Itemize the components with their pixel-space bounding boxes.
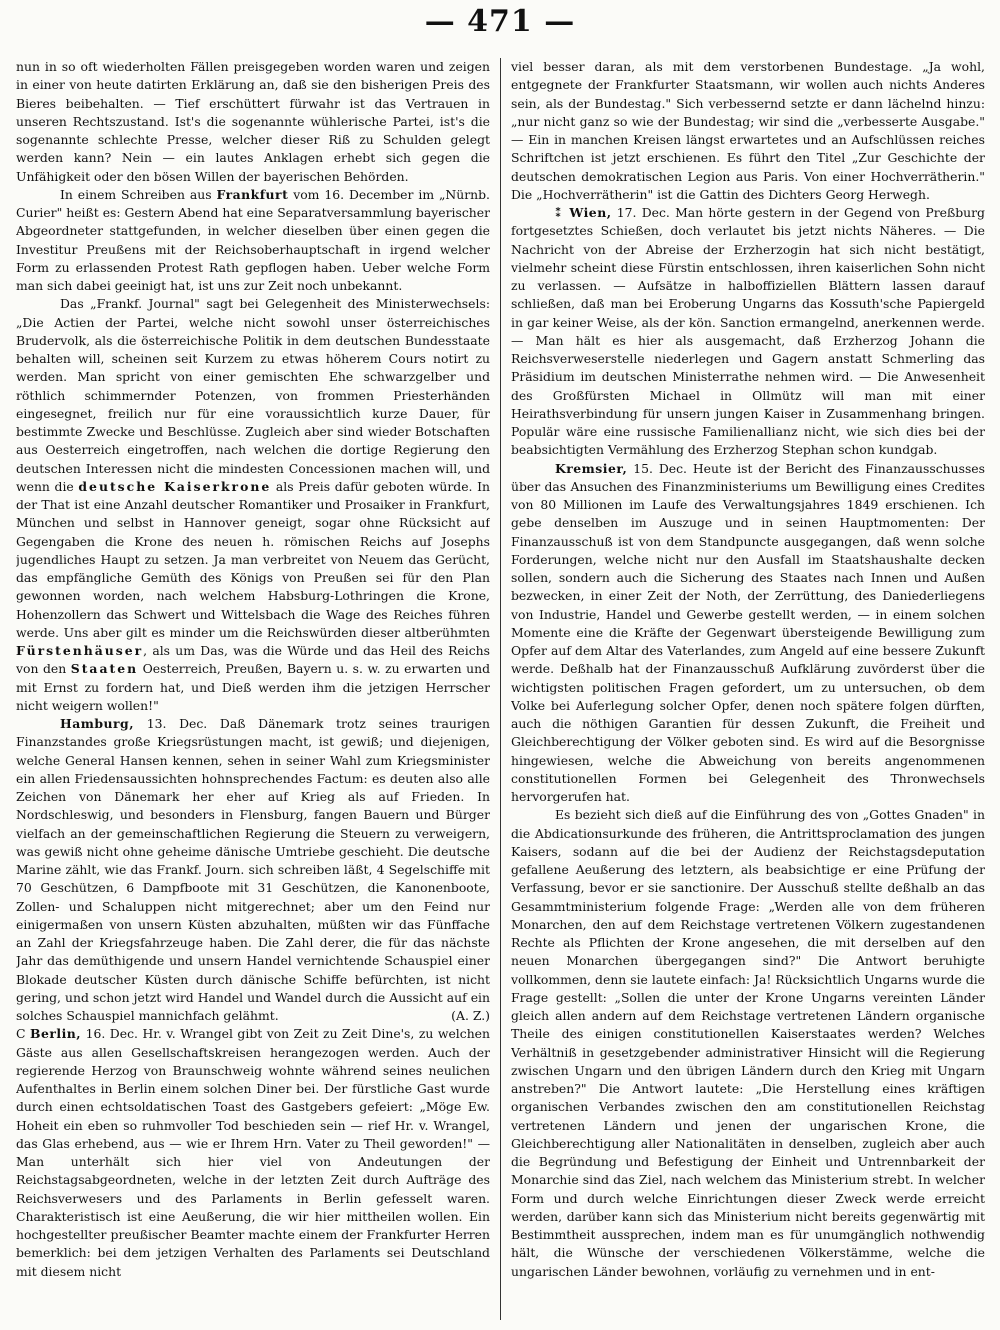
article-frankf-journal: Das „Frankf. Journal" sagt bei Gelegenheit des Ministerwechsels: „Die Actien der Partei, welche nicht sowohl unser österreichisches Brudervolk, als die österreichische Politik in dem deutschen Bundesstaate behalten will, scheinen seit Kurzem zu etwas höherem Cours notirt zu werden. Man spricht von einer gemischten Ehe schwarzgelber und röthlich schimmernder Potenzen, von frommen Priesterhänden eingesegnet, freilich nur für eine voraussichtlich kurze Dauer, für bestimmte Zwecke und Beschlüsse. Zugleich aber sind wieder Botschaften aus Oesterreich eingetroffen, nach welchen die dortige Regierung den deutschen Interessen nicht die mindesten Concessionen machen will, und wenn die deutsche Kaiserkrone als Preis dafür geboten würde. In der That ist eine Anzahl deutscher Romantiker und Prosaiker in Frankfurt, München und selbst in Hannover geneigt, sogar ohne Rücksicht auf Gegengaben die Krone des neuen h. römischen Reichs auf Josephs jugendliches Haupt zu setzen. Ja man verbreitet von Neuem das Gerücht, das empfängliche Gemüth des Königs von Preußen sei für den Plan gewonnen worden, nach welchem Habsburg-Lothringen die Krone, Hohenzollern das Schwert und Wittelsbach die Wage des Reiches führen werde. Uns aber gilt es minder um die Reichswürden dieser altberühmten Fürstenhäuser, als um Das, was die Würde und das Heil des Reichs von den Staaten Oesterreich, Preußen, Bayern u. s. w. zu erwarten und mit Ernst zu fordern hat, und Dieß werden ihm die jetzigen Herrscher nicht weigern wollen!" <box>16 296 490 713</box>
dateline-place: Frankfurt <box>216 186 289 202</box>
article-continuation: viel besser daran, als mit dem verstorbenen Bundestage. „Ja wohl, entgegnete der Frankfurter Staatsmann, wir wollen auch nichts Anderes sein, als der Bundestag." Sich verbessernd setzte er dann lächelnd hinzu: „nur nicht ganz so wie der Bundestag; wir sind die „verbesserte Ausgabe." — Ein in manchen Kreisen längst erwartetes und an Aufschlüssen reiches Schriftchen ist jetzt erschienen. Es führt den Titel „Zur Geschichte der deutschen demokratischen Legion aus Paris. Von einer Hochverrätherin." Die „Hochverrätherin" ist die Gattin des Dichters Georg Herwegh. <box>511 59 985 202</box>
right-column <box>511 58 985 1320</box>
article-berlin: C Berlin, 16. Dec. Hr. v. Wrangel gibt von Zeit zu Zeit Dine's, zu welchen Gäste aus allen Gesellschaftskreisen herangezogen werden. Auch der regierende Herzog von Braunschweig wohnte während seines neulichen Aufenthaltes in Berlin einem solchen Diner bei. Der fürstliche Gast wurde durch einen echtsoldatischen Toast des Gastgebers gefeiert: „Möge Ew. Hoheit ein eben so ruhmvoller Tod beschieden sein — rief Hr. v. Wrangel, das Glas erhebend, aus — wie er Ihrem Hrn. Vater zu Theil geworden!" — Man unterhält sich hier viel von Andeutungen der Reichstagsabgeordneten, welche in der letzten Zeit durch Aufträge des Reichsverwesers und des Parlaments in Berlin gefesselt waren. Charakteristisch ist eine Aeußerung, die wir hier mittheilen wollen. Ein hochgestellter preußischer Beamter machte einem der Frankfurter Herren bemerklich: bei dem jetzigen Verhalten des Parlaments sei Deutschland mit diesem nicht <box>16 1026 490 1279</box>
dateline-place: Hamburg, <box>60 716 135 731</box>
column-divider <box>500 58 501 1320</box>
article-kremsier-continued: Es bezieht sich dieß auf die Einführung des von „Gottes Gnaden" in die Abdicationsurkunde des früheren, die Antrittsproclamation des jungen Kaisers, sodann auf die bei der Audienz der Reichstagsdeputation gefallene Aeußerung des letztern, als beabsichtige er eine Prüfung der Verfassung, bevor er sie sanctionire. Der Ausschuß stellte deßhalb an das Gesammtministerium folgende Frage: „Werden alle von dem früheren Monarchen, den auf dem Reichstage vertretenen Völkern zugestandenen Rechte als Pflichten der Krone angesehen, die mit derselben auf den neuen Monarchen übergegangen sind?" Die Antwort beruhigte vollkommen, denn sie lautete einfach: Ja! Rücksichtlich Ungarns wurde die Frage gestellt: „Sollen die unter der Krone Ungarns vereinten Länder gleich allen andern auf dem Reichstage vertretenen Ländern organische Theile des einigen constitutionellen Kaiserstaates werden? Welches Verhältniß in gesetzgebender administrativer Hinsicht will die Regierung zwischen Ungarn und den übrigen Ländern durch den Krieg mit Ungarn anstreben?" Die Antwort lautete: „Die Herstellung eines kräftigen organischen Verbandes zwischen den am constitutionellen Reichstag vertretenen Ländern und jenen der ungarischen Krone, die Gleichberechtigung aller Nationalitäten in denselben, zugleich aber auch die Begründung und Befestigung der Einheit und Untrennbarkeit der Monarchie sind das Ziel, nach welchem das Ministerium strebt. In welcher Form und durch welche Einrichtungen dieser Zweck werde erreicht werden, darüber kann sich das Ministerium nicht bereits gegenwärtig mit Bestimmtheit aussprechen, indem man es für unumgänglich nothwendig hält, die Wünsche der verschiedenen Völkerstämme, welche die ungarischen Länder bewohnen, vorläufig zu vernehmen und in ent- <box>511 807 985 1279</box>
article-hamburg: Hamburg, 13. Dec. Daß Dänemark trotz seines traurigen Finanzstandes große Kriegsrüstungen macht, ist gewiß; und diejenigen, welche General Hansen kennen, sehen in seiner Wahl zum Kriegsminister ein allen Friedensaussichten hohnsprechendes Factum: es deuten also alle Zeichen von Dänemark her eher auf Krieg als auf Frieden. In Nordschleswig, und besonders in Flensburg, fangen Bauern und Bürger vielfach an der gemeinschaftlichen Regierung die Steuern zu verweigern, was gewiß nicht ohne geheime dänische Umtriebe geschieht. Die deutsche Marine zählt, wie das Frankf. Journ. sich schreiben läßt, 4 Segelschiffe mit 70 Geschützen, 6 Dampfboote mit 31 Geschützen, die Kanonenboote, Zollen- und Schaluppen nicht mitgerechnet; aber um den Feind nur einigermaßen von unsern Küsten abzuhalten, müßten wir das Fünffache an Zahl der Kriegsfahrzeuge haben. Die Zahl derer, die für das nächste Jahr das demüthigende und unsern Handel vernichtende Schauspiel einer Blokade deutscher Küsten durch dänische Schiffe befürchten, ist nicht gering, und schon jetzt wird Handel und Wandel durch die Aussicht auf ein solches Schauspiel mannichfach gelähmt. (A. Z.) <box>16 715 490 1025</box>
article-frankfurt: In einem Schreiben aus Frankfurt vom 16. December im „Nürnb. Curier" heißt es: Gestern Abend hat eine Separatversammlung bayerischer Abgeordneter stattgefunden, in welcher dieselben über einen gegen die Investitur Preußens mit der Reichsoberhauptschaft in irgend welcher Form zu erlassenden Protest Rath gepflogen haben. Ueber welche Form man sich dabei geeinigt hat, ist uns zur Zeit noch unbekannt. <box>16 186 490 293</box>
article-continuation: nun in so oft wiederholten Fällen preisgegeben worden waren und zeigen in einer von heute datirten Erklärung an, daß sie den bisherigen Preis des Bieres beibehalten. — Tief erschüttert fürwahr ist das Vertrauen in unseren Rechtszustand. Ist's die sogenannte wühlerische Partei, ist's die sogenannte schlechte Presse, welcher dieser Riß zu Schulden gelegt werden kann? Nein — ein lautes Anklagen erhebt sich gegen die Unfähigkeit oder den bösen Willen der bayerischen Behörden. <box>16 59 490 184</box>
emphasis-text: Fürstenhäuser <box>16 643 144 658</box>
article-wien: ⁑ Wien, 17. Dec. Man hörte gestern in der Gegend von Preßburg fortgesetztes Schießen, doch verlautet bis jetzt nichts Näheres. — Die Nachricht von der Abreise der Erzherzogin hat sich nicht bestätigt, vielmehr scheint diese Fürstin entschlossen, ihren kaiserlichen Sohn nicht zu verlassen. — Aufsätze in halboffiziellen Blättern lassen darauf schließen, daß man bei Eroberung Ungarns das Kossuth'sche Papiergeld in gar keiner Weise, als der kön. Sanction ermangelnd, anerkennen werde. — Man hält es hier als ausgemacht, daß Erzherzog Johann die Reichsverweserstelle niederlegen und Gagern anstatt Schmerling das Präsidium im deutschen Ministerrathe nehmen wird. — Die Anwesenheit des Großfürsten Michael in Ollmütz will man mit einer Heirathsverbindung für unsern jungen Kaiser in Zusammenhang bringen. Populär wäre eine russische Familienallianz nicht, wie sich dies bei der beabsichtigten Vermählung des Erzherzog Stephan schon kundgab. <box>511 205 985 458</box>
dateline-place: Berlin, <box>29 1026 82 1042</box>
dateline-place: ⁑ Wien, <box>555 205 612 220</box>
left-column <box>16 58 490 1320</box>
emphasis-text: deutsche Kaiserkrone <box>78 478 272 494</box>
article-kremsier: Kremsier, 15. Dec. Heute ist der Bericht des Finanzausschusses über das Ansuchen des Finanzministeriums um Bewilligung eines Credites von 80 Millionen im Laufe des Verwaltungsjahres 1849 erschienen. Ich gebe denselben im Auszuge und in seinen Hauptmomenten: Der Finanzausschuß ist von dem Standpuncte ausgegangen, daß wenn solche Forderungen, welche nicht nur den Ausfall im Staatshaushalte decken sollen, sondern auch die Sicherung des Staates nach Innen und Außen bezwecken, in einer Zeit der Noth, der Zerrüttung, des Daniederliegens von Industrie, Handel und Gewerbe gestellt werden, — in einem solchen Momente eine die Kräfte der Gegenwart übersteigende Bewilligung zum Opfer auf dem Altar des Vaterlandes, zum Angeld auf eine bessere Zukunft werde. Deßhalb hat der Finanzausschuß Aufklärung zuvörderst über die wichtigsten politischen Fragen gefordert, um zu untersuchen, ob dem Volke bei Auferlegung solcher Opfer, denen noch spätere folgen dürften, auch die nöthigen Garantien für dessen Zukunft, die Freiheit und Gleichberechtigung der Völker geboten sind. Es wird auf die Besorgnisse hingewiesen, welche die Abweichung von bereits angenommenen constitutionellen Formen bei Gelegenheit des Thronwechsels hervorgerufen hat. <box>511 460 985 804</box>
source-signature: (A. Z.) <box>451 1008 490 1023</box>
page-number: — 471 — <box>424 4 576 39</box>
dateline-place: Kremsier, <box>555 460 628 476</box>
emphasis-text: Staaten <box>70 661 139 677</box>
